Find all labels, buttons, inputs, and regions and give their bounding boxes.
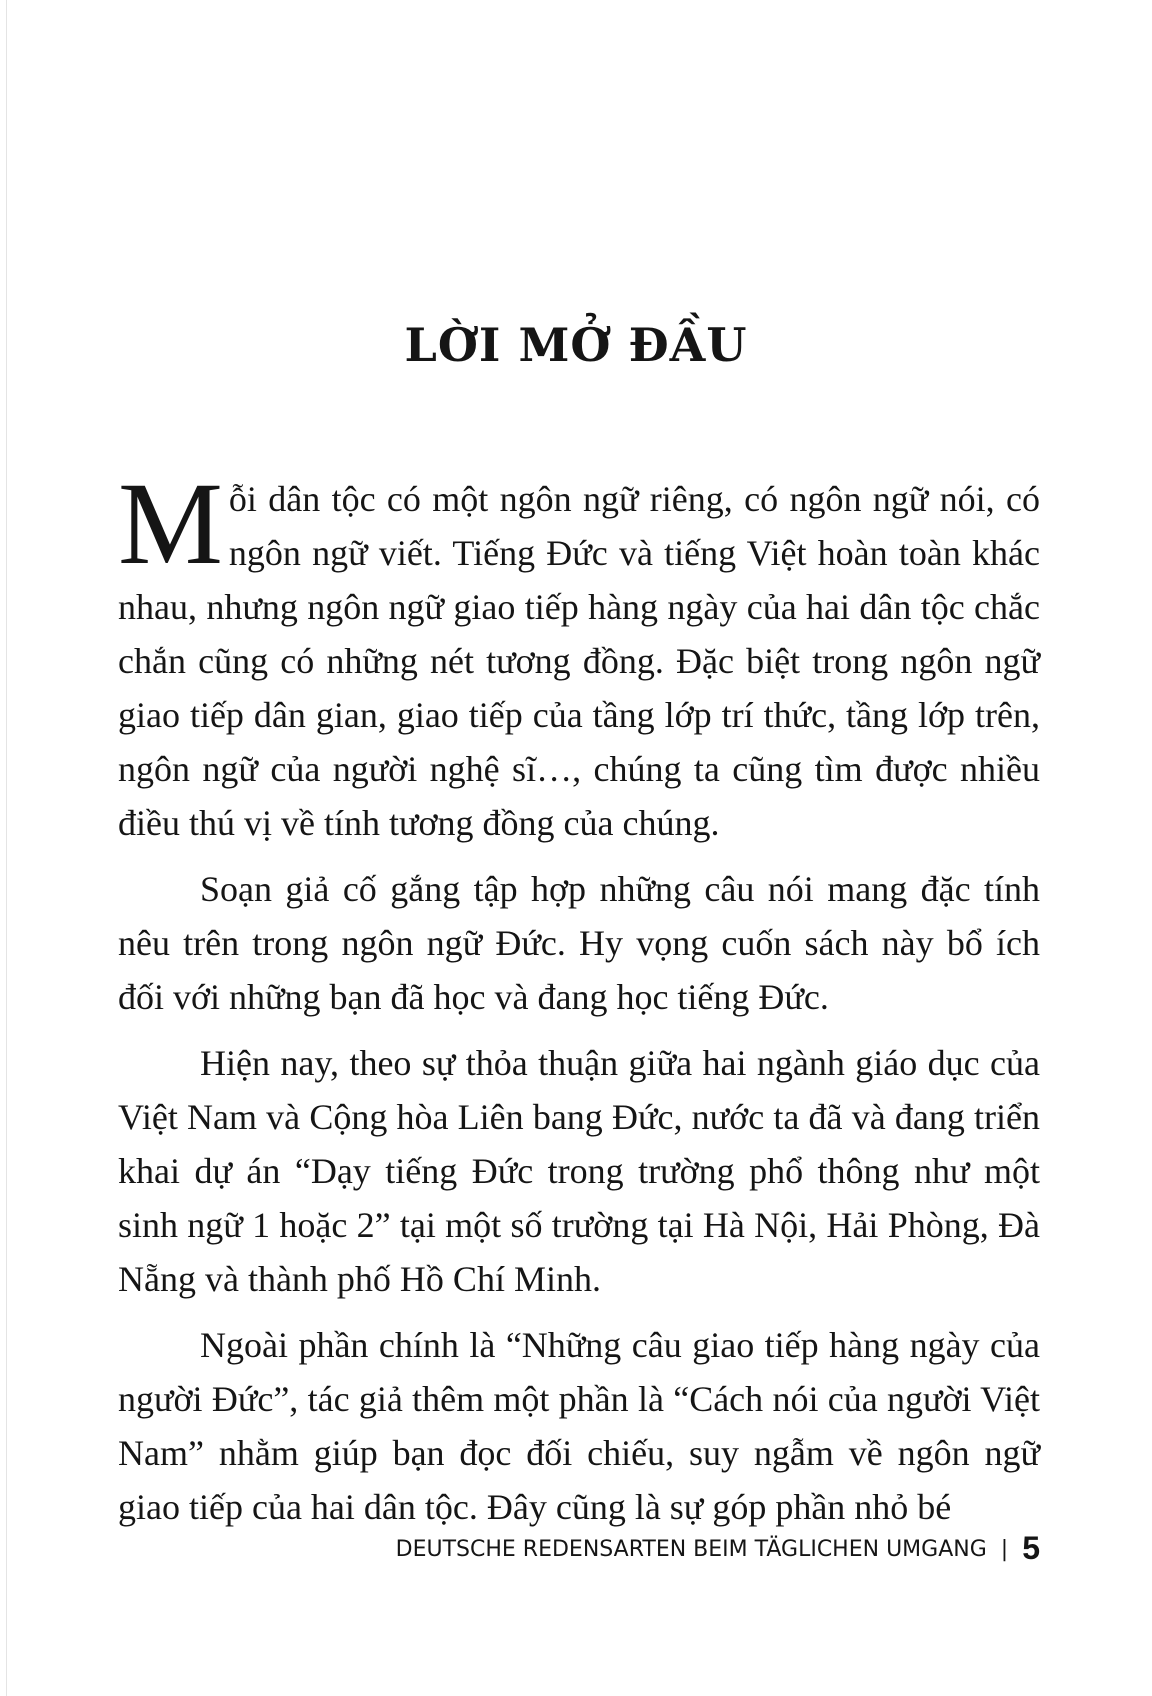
paragraph-4: Ngoài phần chính là “Những câu giao tiếp hàng ngày của người Đức”, tác giả thêm một phần là “Cách nói của người Việt Nam” nhằm giúp bạn đọc đối chiếu, suy ngẫm về ngôn ngữ giao tiếp của hai dân tộc. Đây cũng là sự góp phần nhỏ bé — [118, 1325, 1040, 1527]
drop-cap: M — [118, 458, 223, 589]
footer-separator: | — [1000, 1537, 1009, 1562]
footer-book-title: DEUTSCHE REDENSARTEN BEIM TÄGLICHEN UMGANG — [395, 1537, 987, 1562]
paragraph-2: Soạn giả cố gắng tập hợp những câu nói mang đặc tính nêu trên trong ngôn ngữ Đức. Hy vọng cuốn sách này bổ ích đối với những bạn đã học và đang học tiếng Đức. — [118, 869, 1040, 1017]
body-text — [118, 458, 1040, 1546]
paragraph-1-text: ỗi dân tộc có một ngôn ngữ riêng, có ngôn ngữ nói, có ngôn ngữ viết. Tiếng Đức và tiếng Việt hoàn toàn khác nhau, nhưng ngôn ngữ giao tiếp hàng ngày của hai dân tộc chắc chắn cũng có những nét tương đồng. Đặc biệt trong ngôn ngữ giao tiếp dân gian, giao tiếp của tầng lớp trí thức, tầng lớp trên, ngôn ngữ của người nghệ sĩ…, chúng ta cũng tìm được nhiều điều thú vị về tính tương đồng của chúng. — [118, 479, 1040, 843]
chapter-heading: LỜI MỞ ĐẦU — [404, 318, 748, 372]
page-number: 5 — [1022, 1530, 1040, 1566]
paragraph-1 — [118, 458, 1040, 850]
running-footer — [0, 1530, 1040, 1567]
page-edge-line — [6, 0, 7, 1696]
paragraph-3: Hiện nay, theo sự thỏa thuận giữa hai ngành giáo dục của Việt Nam và Cộng hòa Liên bang Đức, nước ta đã và đang triển khai dự án “Dạy tiếng Đức trong trường phổ thông như một sinh ngữ 1 hoặc 2” tại một số trường tại Hà Nội, Hải Phòng, Đà Nẵng và thành phố Hồ Chí Minh. — [118, 1043, 1040, 1299]
